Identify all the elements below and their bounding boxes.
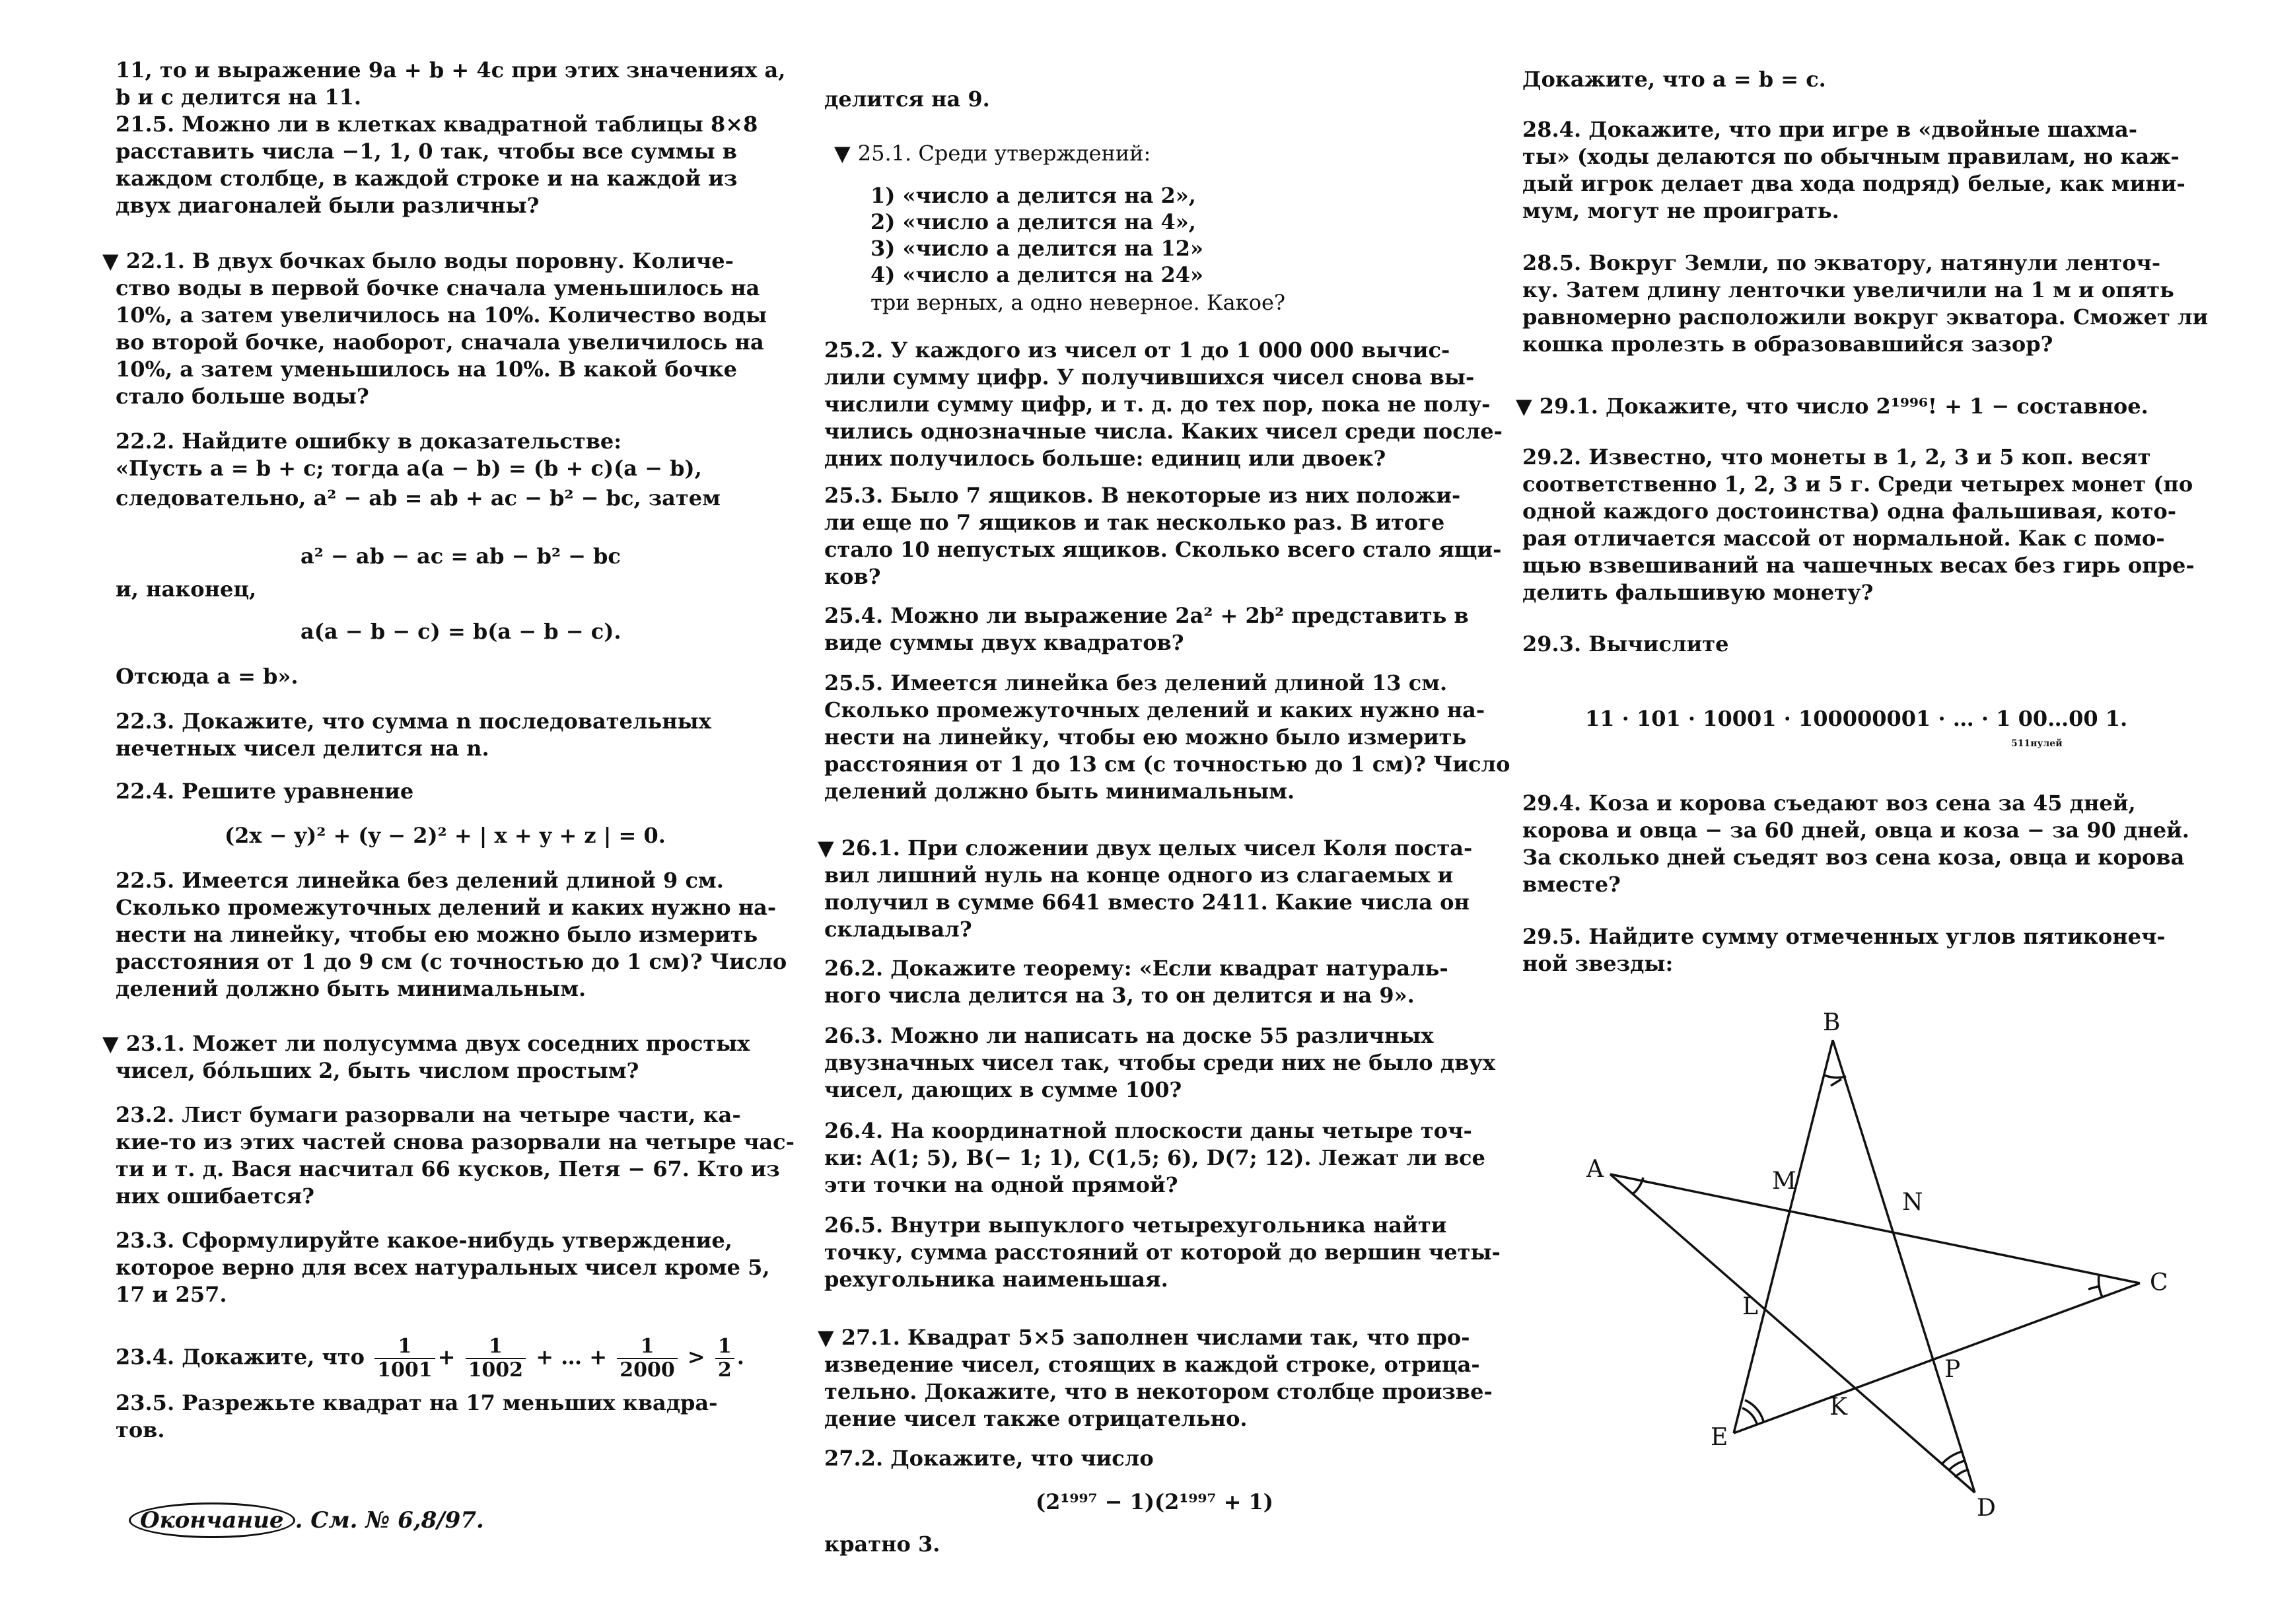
star-edge-AC xyxy=(1610,1174,2140,1283)
text-line: соответственно 1, 2, 3 и 5 г. Среди четырех монет (по xyxy=(1522,472,2193,497)
text-line: которое верно для всех натуральных чисел кроме 5, xyxy=(116,1255,770,1280)
fraction: $\frac{1}{1001}$ xyxy=(374,1335,435,1382)
list-item: 1) «число a делится на 2», xyxy=(870,183,1196,208)
formula: 11 · 101 · 10001 · 100000001 · … · 1 00…00 1. xyxy=(1585,706,2128,731)
formula: (2x − y)² + (y − 2)² + | x + y + z | = 0. xyxy=(225,823,666,848)
text-line: ку. Затем длину ленточки увеличили на 1 м и опять xyxy=(1522,277,2174,302)
text-line: стало 10 непустых ящиков. Сколько всего стало ящи- xyxy=(824,537,1502,562)
text-line: нести на линейку, чтобы ею можно было измерить xyxy=(116,922,758,947)
text-line: тельно. Докажите, что в некотором столбце произве- xyxy=(824,1379,1493,1404)
text-line: 10%, а затем увеличилось на 10%. Количество воды xyxy=(116,302,767,328)
text-line: делится на 9. xyxy=(824,87,990,112)
text-line: ков? xyxy=(824,564,881,589)
vertex-label-E: E xyxy=(1711,1424,1728,1451)
problem-23-3: 23.3. Сформулируйте какое-нибудь утверждение, xyxy=(116,1228,732,1253)
star-edge-AD xyxy=(1610,1174,1975,1493)
continuation-stamp xyxy=(129,1502,484,1538)
text-line: делений должно быть минимальным. xyxy=(824,779,1295,804)
text-line: «Пусть a = b + c; тогда a(a − b) = (b + c)(a − b), xyxy=(116,456,702,481)
point-label-P: P xyxy=(1944,1356,1961,1383)
text-line: стало больше воды? xyxy=(116,384,369,409)
text-line: нечетных чисел делится на n. xyxy=(116,736,489,761)
fraction: $\frac{1}{2}$ xyxy=(715,1335,734,1382)
problem-22-2: 22.2. Найдите ошибку в доказательстве: xyxy=(116,429,622,454)
problem-27-2: 27.2. Докажите, что число xyxy=(824,1446,1154,1471)
problem-23-2: 23.2. Лист бумаги разорвали на четыре части, ка- xyxy=(116,1102,741,1127)
problem-29-5: 29.5. Найдите сумму отмеченных углов пятиконеч- xyxy=(1522,924,2166,949)
star-edge-BD xyxy=(1833,1040,1975,1493)
formula: (2¹⁹⁹⁷ − 1)(2¹⁹⁹⁷ + 1) xyxy=(1036,1489,1273,1514)
text-line: ты» (ходы делаются по обычным правилам, но каж- xyxy=(1522,144,2180,169)
problem-25-1: ▼ 25.1. Среди утверждений: xyxy=(834,140,1151,166)
text-line: дый игрок делает два хода подряд) белые, как мини- xyxy=(1522,171,2185,196)
problem-22-4: 22.4. Решите уравнение xyxy=(116,779,414,804)
text-line: одной каждого достоинства) одна фальшивая, кото- xyxy=(1522,499,2177,524)
point-label-N: N xyxy=(1902,1189,1923,1216)
text-line: и, наконец, xyxy=(116,577,257,602)
problem-22-1: ▼ 22.1. В двух бочках было воды поровну. Количе- xyxy=(102,248,734,274)
text-line: эти точки на одной прямой? xyxy=(824,1172,1178,1197)
text-line: вил лишний нуль на конце одного из слагаемых и xyxy=(824,863,1454,888)
problem-29-3: 29.3. Вычислите xyxy=(1522,631,1729,656)
text-line: чисел, дающих в сумме 100? xyxy=(824,1077,1182,1102)
text-line: числили сумму цифр, и т. д. до тех пор, пока не полу- xyxy=(824,392,1491,417)
problem-26-5: 26.5. Внутри выпуклого четырехугольника найти xyxy=(824,1213,1447,1238)
problem-25-3: 25.3. Было 7 ящиков. В некоторые из них положи- xyxy=(824,483,1461,508)
fraction: $\frac{1}{2000}$ xyxy=(617,1335,678,1382)
text-line: Докажите, что a = b = c. xyxy=(1522,67,1826,92)
angle-tick-B xyxy=(1831,1079,1841,1086)
problem-23-5: 23.5. Разрежьте квадрат на 17 меньших квадра- xyxy=(116,1390,718,1415)
text-line: делений должно быть минимальным. xyxy=(116,976,586,1001)
angle-arc-D2 xyxy=(1948,1461,1964,1471)
text-line: рехугольника наименьшая. xyxy=(824,1267,1168,1292)
text-line: дение чисел также отрицательно. xyxy=(824,1406,1248,1431)
text-line: три верных, а одно неверное. Какое? xyxy=(870,290,1286,315)
problem-28-4: 28.4. Докажите, что при игре в «двойные шахма- xyxy=(1522,117,2138,142)
problem-21-5: 21.5. Можно ли в клетках квадратной таблицы 8×8 xyxy=(116,112,758,137)
text-line: ли еще по 7 ящиков и так несколько раз. В итоге xyxy=(824,510,1445,535)
problem-29-1: ▼ 29.1. Докажите, что число 2¹⁹⁹⁶! + 1 − составное. xyxy=(1516,393,2148,419)
text-line: Отсюда a = b». xyxy=(116,664,299,689)
problem-27-1: ▼ 27.1. Квадрат 5×5 заполнен числами так, что про- xyxy=(818,1324,1470,1351)
underbrace-label: 511нулей xyxy=(2011,738,2063,749)
point-label-K: K xyxy=(1829,1394,1847,1421)
point-label-M: M xyxy=(1772,1168,1796,1195)
vertex-label-D: D xyxy=(1977,1495,1996,1522)
problem-26-3: 26.3. Можно ли написать на доске 55 различных xyxy=(824,1023,1434,1048)
text-line: Сколько промежуточных делений и каких нужно на- xyxy=(824,697,1485,723)
text-line: расставить числа −1, 1, 0 так, чтобы все суммы в xyxy=(116,139,738,164)
text-line: 17 и 257. xyxy=(116,1282,227,1307)
vertex-label-A: A xyxy=(1586,1156,1604,1183)
text-line: лили сумму цифр. У получившихся чисел снова вы- xyxy=(824,365,1475,390)
problem-25-2: 25.2. У каждого из чисел от 1 до 1 000 000 вычис- xyxy=(824,337,1450,363)
text-line: корова и овца − за 60 дней, овца и коза − за 90 дней. xyxy=(1522,818,2189,843)
problem-22-3: 22.3. Докажите, что сумма n последовательных xyxy=(116,709,711,734)
star-diagram xyxy=(1572,1004,2180,1532)
text-line: виде суммы двух квадратов? xyxy=(824,630,1184,655)
stamp-text: . См. № 6,8/97. xyxy=(295,1507,484,1534)
text-line: расстояния от 1 до 9 см (с точностью до 1 см)? Число xyxy=(116,949,787,974)
text-line: каждом столбце, в каждой строке и на каждой из xyxy=(116,166,738,191)
text-line: чились однозначные числа. Каких чисел среди после- xyxy=(824,419,1503,444)
vertex-label-B: B xyxy=(1823,1009,1841,1036)
text-line: получил в сумме 6641 вместо 2411. Какие числа он xyxy=(824,890,1470,915)
problem-23-1: ▼ 23.1. Может ли полусумма двух соседних простых xyxy=(102,1030,750,1057)
text-line: расстояния от 1 до 13 см (с точностью до 1 см)? Число xyxy=(824,752,1510,777)
text-line: ство воды в первой бочке сначала уменьшилось на xyxy=(116,275,760,300)
point-label-L: L xyxy=(1742,1293,1758,1320)
problem-26-4: 26.4. На координатной плоскости даны четыре точ- xyxy=(824,1118,1472,1143)
fraction: $\frac{1}{1002}$ xyxy=(466,1335,526,1382)
star-edge-EC xyxy=(1734,1283,2140,1433)
text-line: изведение чисел, стоящих в каждой строке, отрица- xyxy=(824,1352,1480,1377)
text-line: кратно 3. xyxy=(824,1532,940,1557)
problem-29-2: 29.2. Известно, что монеты в 1, 2, 3 и 5 коп. весят xyxy=(1522,444,2151,470)
problem-22-5: 22.5. Имеется линейка без делений длиной 9 см. xyxy=(116,868,724,893)
text-line: двух диагоналей были различны? xyxy=(116,193,540,218)
text-line: b и c делится на 11. xyxy=(116,85,362,110)
problem-26-1: ▼ 26.1. При сложении двух целых чисел Коля поста- xyxy=(818,835,1472,861)
text-line: ки: A(1; 5), B(− 1; 1), C(1,5; 6), D(7; 12). Лежат ли все xyxy=(824,1145,1485,1170)
problem-29-4: 29.4. Коза и корова съедают воз сена за 45 дней, xyxy=(1522,791,2136,816)
vertex-label-C: C xyxy=(2150,1269,2168,1296)
text-line: двузначных чисел так, чтобы среди них не было двух xyxy=(824,1050,1495,1075)
problem-25-4: 25.4. Можно ли выражение 2a² + 2b² представить в xyxy=(824,603,1469,628)
text-line: делить фальшивую монету? xyxy=(1522,580,1874,605)
problem-23-4: 23.4. Докажите, что $\frac{1}{1001}$ + $\frac{1}{1002}$ + … + $\frac{1}{2000}$ > $\frac{1}{2}$ . xyxy=(116,1335,744,1382)
text-line: чисел, бóльших 2, быть числом простым? xyxy=(116,1058,639,1083)
text-line: во второй бочке, наоборот, сначала увеличилось на xyxy=(116,330,764,355)
text-line: ной звезды: xyxy=(1522,951,1674,976)
list-item: 3) «число a делится на 12» xyxy=(870,236,1204,261)
text-line: ного числа делится на 3, то он делится и на 9». xyxy=(824,983,1415,1008)
list-item: 4) «число a делится на 24» xyxy=(870,262,1204,287)
problem-25-5: 25.5. Имеется линейка без делений длиной 13 см. xyxy=(824,670,1448,695)
text-line: вместе? xyxy=(1522,872,1621,897)
text-line: них ошибается? xyxy=(116,1183,314,1209)
text-line: Сколько промежуточных делений и каких нужно на- xyxy=(116,895,777,920)
text-line: ти и т. д. Вася насчитал 66 кусков, Петя − 67. Кто из xyxy=(116,1156,780,1182)
text-line: кошка пролезть в образовавшийся зазор? xyxy=(1522,332,2053,357)
angle-arc-E2 xyxy=(1742,1408,1757,1424)
text-line: равномерно расположили вокруг экватора. Сможет ли xyxy=(1522,304,2209,330)
text-line: тов. xyxy=(116,1417,165,1442)
text-line: нести на линейку, чтобы ею можно было измерить xyxy=(824,724,1467,750)
problem-26-2: 26.2. Докажите теорему: «Если квадрат натураль- xyxy=(824,956,1448,981)
text-line: точку, сумма расстояний от которой до вершин четы- xyxy=(824,1240,1501,1265)
text-line: кие-то из этих частей снова разорвали на четыре час- xyxy=(116,1129,795,1154)
text-line: дних получилось больше: единиц или двоек? xyxy=(824,446,1386,471)
text-line: следовательно, a² − ab = ab + ac − b² − bc, затем xyxy=(116,485,721,511)
text-line: 11, то и выражение 9a + b + 4c при этих значениях a, xyxy=(116,57,786,83)
list-item: 2) «число a делится на 4», xyxy=(870,209,1196,234)
text-line: 10%, а затем уменьшилось на 10%. В какой бочке xyxy=(116,357,737,382)
text-line: рая отличается массой от нормальной. Как с помо- xyxy=(1522,526,2165,551)
text-line: складывал? xyxy=(824,917,972,942)
star-edge-BE xyxy=(1734,1040,1833,1433)
formula: a² − ab − ac = ab − b² − bc xyxy=(301,544,621,569)
text-line: За сколько дней съедят воз сена коза, овца и корова xyxy=(1522,845,2185,870)
problem-28-5: 28.5. Вокруг Земли, по экватору, натянули ленточ- xyxy=(1522,250,2161,275)
angle-arc-D3 xyxy=(1955,1470,1967,1477)
formula: a(a − b − c) = b(a − b − c). xyxy=(301,619,621,644)
stamp-oval: Окончание xyxy=(129,1502,295,1538)
text-line: щью взвешиваний на чашечных весах без гирь опре- xyxy=(1522,553,2195,578)
text-line: мум, могут не проиграть. xyxy=(1522,198,1839,223)
